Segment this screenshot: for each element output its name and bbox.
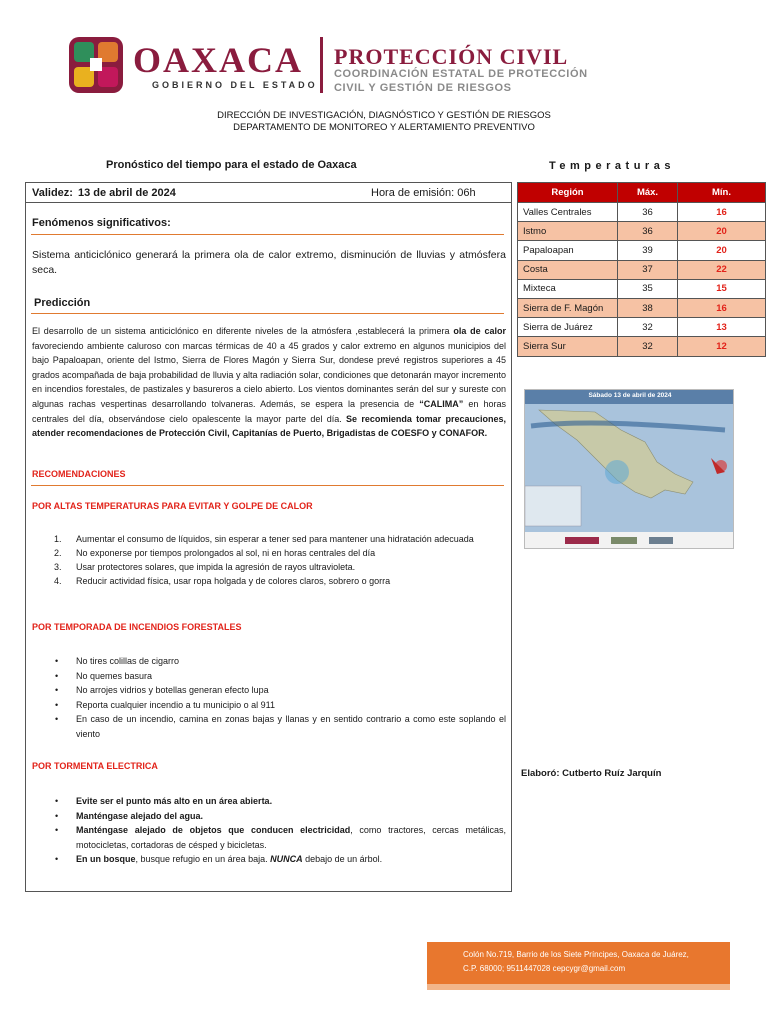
table-row (518, 260, 766, 279)
recomendaciones-heading: RECOMENDACIONES (32, 469, 126, 479)
forecast-box (25, 182, 512, 892)
footer-strip (427, 984, 730, 990)
list-item (50, 560, 506, 574)
calor-heading: POR ALTAS TEMPERATURAS PARA EVITAR Y GOLPE DE CALOR (32, 501, 313, 511)
validez-row (26, 183, 511, 203)
footer-address: Colón No.719, Barrio de los Siete Príncipes, Oaxaca de Juárez, (463, 950, 689, 959)
bullet: • (55, 810, 59, 821)
map-title: Sábado 13 de abril de 2024 (588, 392, 672, 399)
prediccion-underline (31, 313, 504, 314)
list-number: 1. (54, 534, 62, 544)
table-header-row (518, 183, 766, 203)
cell-region: Costa (518, 260, 618, 279)
prediccion-text-part: en horas centrales del día, observándose cielo opalescente la mayor parte del día. (32, 398, 506, 424)
list-text: Usar protectores solares, que impida la agresión de rayos ultravioleta. (76, 562, 356, 572)
direccion-heading: DIRECCIÓN DE INVESTIGACIÓN, DIAGNÓSTICO Y GESTIÓN DE RIESGOS (217, 110, 551, 121)
prediccion-heading: Predicción (34, 297, 91, 309)
list-text-bold: Manténgase alejado de objetos que conducen electricidad (76, 825, 351, 836)
temperature-table (517, 182, 766, 357)
bullet: • (55, 825, 59, 836)
table-row (518, 337, 766, 356)
validez-label: Validez: (32, 187, 73, 199)
bullet: • (55, 670, 59, 681)
cell-min: 16 (678, 298, 766, 317)
cell-max: 37 (618, 260, 678, 279)
col-max: Máx. (618, 183, 678, 203)
table-row (518, 318, 766, 337)
list-item (50, 532, 506, 546)
calor-list (50, 532, 506, 588)
cell-region: Istmo (518, 222, 618, 241)
list-item (50, 852, 506, 867)
table-row (518, 241, 766, 260)
weather-map (524, 389, 734, 549)
bullet: • (55, 685, 59, 696)
cell-max: 35 (618, 279, 678, 298)
footer-address-bar (427, 942, 730, 984)
cell-min: 15 (678, 279, 766, 298)
list-text: , busque refugio en un área baja. (135, 854, 271, 865)
brand-gobierno: GOBIERNO DEL ESTADO (152, 80, 318, 90)
cell-max: 32 (618, 318, 678, 337)
list-text: Aumentar el consumo de líquidos, sin esperar a tener sed para mantener una hidratación adecuada (76, 534, 474, 544)
list-item (50, 698, 506, 713)
list-item (50, 669, 506, 684)
prediccion-bold-recomienda: Se recomienda tomar precauciones, atender recomendaciones de Protección Civil, Capitanías de Puerto, Brigadistas de COESFO y CONAFOR. (32, 413, 507, 439)
forecast-title: Pronóstico del tiempo para el estado de Oaxaca (106, 159, 357, 171)
brand-coordinacion-line2: CIVIL Y GESTIÓN DE RIESGOS (334, 82, 512, 94)
list-item (50, 683, 506, 698)
list-text: No exponerse por tiempos prolongados al sol, ni en horas centrales del día (76, 548, 376, 558)
cell-region: Valles Centrales (518, 203, 618, 222)
cell-region: Sierra de Juárez (518, 318, 618, 337)
table-row (518, 222, 766, 241)
list-text: , como tractores, cercas metálicas, motocicletas, cortadoras de césped y bicicletas. (76, 825, 507, 850)
brand-oaxaca: OAXACA (133, 40, 303, 80)
list-item (50, 574, 506, 588)
prediccion-text (32, 324, 506, 441)
list-item (50, 823, 506, 852)
brand-coordinacion-line1: COORDINACIÓN ESTATAL DE PROTECCIÓN (334, 68, 588, 80)
list-item (50, 654, 506, 669)
cell-min: 13 (678, 318, 766, 337)
list-text: No quemes basura (76, 670, 153, 681)
list-text: Reporta cualquier incendio a tu municipio o al 911 (76, 699, 275, 710)
tormenta-heading: POR TORMENTA ELECTRICA (32, 761, 158, 771)
col-region: Región (518, 183, 618, 203)
bullet: • (55, 714, 59, 725)
list-text: En caso de un incendio, camina en zonas bajas y llanas y en sentido contrario a como este soplando el viento (76, 714, 506, 739)
fenomenos-underline (31, 234, 504, 235)
elaborado-por: Elaboró: Cutberto Ruíz Jarquín (521, 768, 662, 779)
list-number: 3. (54, 562, 62, 572)
list-text: No tires colillas de cigarro (76, 656, 180, 666)
cell-min: 22 (678, 260, 766, 279)
cell-max: 39 (618, 241, 678, 260)
bullet: • (55, 796, 59, 806)
cell-max: 36 (618, 222, 678, 241)
cell-min: 20 (678, 222, 766, 241)
cell-region: Mixteca (518, 279, 618, 298)
list-item (50, 546, 506, 560)
list-text: Reducir actividad física, usar ropa holgada y de colores claros, sobrero o gorra (76, 576, 391, 586)
cell-min: 16 (678, 203, 766, 222)
list-number: 2. (54, 548, 62, 558)
departamento-heading: DEPARTAMENTO DE MONITOREO Y ALERTAMIENTO PREVENTIVO (233, 122, 535, 133)
bullet: • (55, 699, 59, 710)
weather-map-graphic (525, 390, 734, 549)
list-number: 4. (54, 576, 62, 586)
list-text-italic: NUNCA (270, 854, 303, 865)
cell-min: 20 (678, 241, 766, 260)
recomendaciones-underline (31, 485, 504, 486)
fenomenos-heading: Fenómenos significativos: (32, 217, 171, 229)
cell-region: Sierra Sur (518, 337, 618, 356)
list-item (50, 794, 506, 809)
cell-max: 38 (618, 298, 678, 317)
bullet: • (55, 656, 59, 666)
brand-proteccion-civil: PROTECCIÓN CIVIL (334, 44, 569, 69)
list-item (50, 712, 506, 741)
tormenta-list (50, 794, 506, 867)
table-row (518, 279, 766, 298)
prediccion-text-part: El desarrollo de un sistema anticiclónico en diferente niveles de la atmósfera ,establecerá la primera (32, 326, 454, 336)
temperatures-title: Temperaturas (549, 160, 675, 172)
incendios-heading: POR TEMPORADA DE INCENDIOS FORESTALES (32, 622, 242, 632)
oaxaca-logo (68, 36, 124, 94)
table-row (518, 298, 766, 317)
cell-max: 32 (618, 337, 678, 356)
brand-divider (320, 37, 323, 93)
list-item (50, 809, 506, 824)
footer-contact: C.P. 68000; 9511447028 cepcygr@gmail.com (463, 964, 626, 973)
bullet: • (55, 854, 59, 865)
list-text: No arrojes vidrios y botellas generan efecto lupa (76, 685, 269, 696)
list-text: Manténgase alejado del agua. (76, 810, 204, 821)
cell-max: 36 (618, 203, 678, 222)
validez-value: 13 de abril de 2024 (78, 187, 176, 199)
col-min: Mín. (678, 183, 766, 203)
table-row (518, 203, 766, 222)
prediccion-bold-ola: ola de calor (453, 326, 506, 336)
list-text: debajo de un árbol. (302, 854, 383, 865)
incendios-list (50, 654, 506, 742)
prediccion-text-part: favoreciendo ambiente caluroso con marcas térmicas de 40 a 45 grados y calor extremo en algunos municipios del bajo Papaloapan, oriente del Istmo, Sierra de Flores Magón y Sierra Sur, dondese prevé registros superiores a 45 grados acompañada de baja probabilidad de lluvia y alta radiación solar, condiciones que detonarán mayor incremento en incendios forestales, de pastizales y basureros a cielo abierto. Los vientos dominantes serán del sur y sureste con algunas rachas vespertinas desarrollando tolvaneras. Además, se espera la presencia de (32, 340, 506, 409)
list-text: Evite ser el punto más alto en un área abierta. (76, 796, 273, 806)
hora-emision: Hora de emisión: 06h (371, 187, 476, 199)
cell-region: Papaloapan (518, 241, 618, 260)
cell-min: 12 (678, 337, 766, 356)
cell-region: Sierra de F. Magón (518, 298, 618, 317)
fenomenos-text: Sistema anticiclónico generará la primera ola de calor extremo, disminución de lluvias y atmósfera seca. (32, 249, 506, 276)
list-text-bold: En un bosque (76, 854, 136, 865)
prediccion-bold-calima: “CALIMA” (419, 398, 464, 409)
